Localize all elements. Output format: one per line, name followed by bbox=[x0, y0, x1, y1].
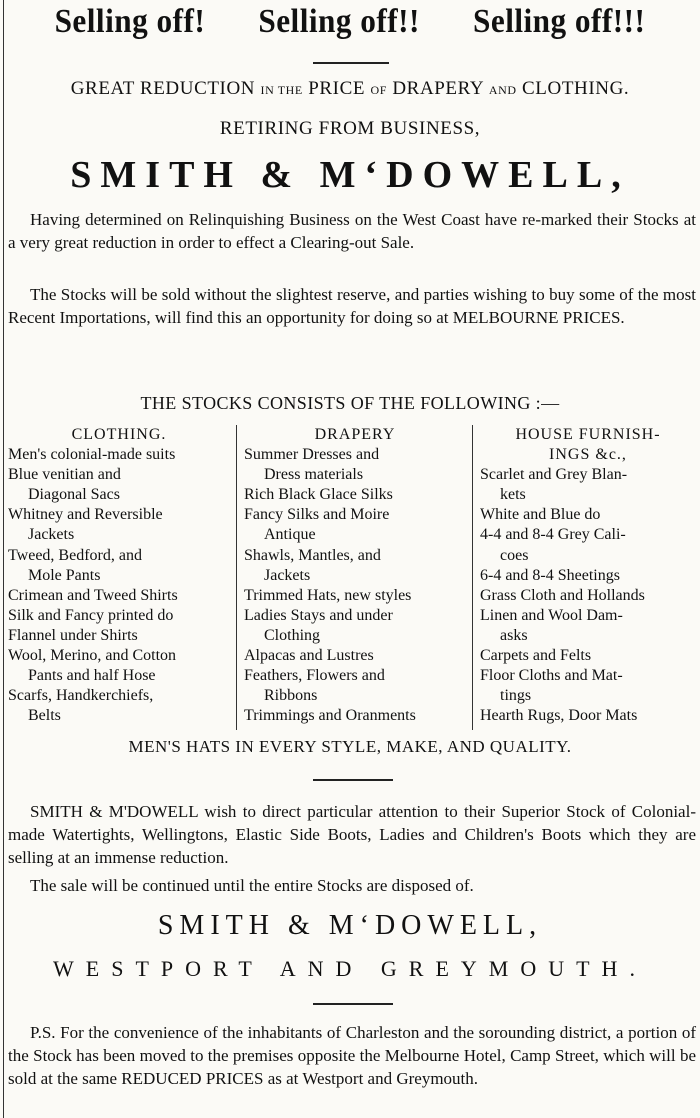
house-heading-1: HOUSE FURNISH- bbox=[515, 426, 661, 443]
list-item: Tweed, Bedford, and bbox=[8, 546, 142, 564]
list-item: Trimmings and Oranments bbox=[244, 707, 416, 725]
list-item: Silk and Fancy printed do bbox=[8, 606, 174, 624]
column-house-furnishings bbox=[480, 425, 696, 726]
list-item: Mole Pants bbox=[28, 566, 101, 584]
locations-line: WESTPORT AND GREYMOUTH. bbox=[53, 956, 647, 981]
drapery-heading: DRAPERY bbox=[314, 426, 396, 443]
reduction-a: GREAT REDUCTION bbox=[70, 78, 256, 99]
intro-paragraph-2 bbox=[8, 283, 696, 329]
reduction-line bbox=[0, 78, 700, 100]
clothing-heading: CLOTHING. bbox=[71, 426, 167, 443]
intro-text-1: Having determined on Relinquishing Business on the West Coast have re-marked their Stocks at a very great reduction in order to effect a Clearing-out Sale. bbox=[8, 210, 696, 252]
list-item: Floor Cloths and Mat- bbox=[480, 667, 623, 685]
list-item: Wool, Merino, and Cotton bbox=[8, 647, 177, 665]
ps-paragraph bbox=[8, 1021, 696, 1090]
list-item: Men's colonial-made suits bbox=[8, 446, 176, 464]
headline-3: Selling off!!! bbox=[473, 3, 646, 40]
intro-text-2: The Stocks will be sold without the slightest reserve, and parties wishing to buy some of the most Recent Importations, will find this an opportunity for doing so at MELBOURNE PRICES. bbox=[8, 285, 696, 327]
column-drapery bbox=[244, 425, 466, 726]
column-divider-1 bbox=[236, 425, 237, 730]
list-item: Scarfs, Handkerchiefs, bbox=[8, 687, 154, 705]
reduction-f: AND bbox=[488, 83, 517, 97]
continued-text: The sale will be continued until the entire Stocks are disposed of. bbox=[30, 876, 474, 895]
stocks-heading: THE STOCKS CONSISTS OF THE FOLLOWING :— bbox=[140, 393, 560, 413]
list-item: Ribbons bbox=[264, 687, 318, 705]
list-item: Carpets and Felts bbox=[480, 647, 592, 665]
list-item: Ladies Stays and under bbox=[244, 606, 393, 624]
list-item: Scarlet and Grey Blan- bbox=[480, 466, 628, 484]
list-item: White and Blue do bbox=[480, 506, 601, 524]
reduction-b: IN THE bbox=[260, 83, 303, 97]
list-item: asks bbox=[500, 626, 528, 644]
retiring-line: RETIRING FROM BUSINESS, bbox=[219, 118, 481, 139]
intro-paragraph-1 bbox=[8, 208, 696, 254]
list-item: Feathers, Flowers and bbox=[244, 667, 385, 685]
boots-text: SMITH & M'DOWELL wish to direct particular attention to their Superior Stock of Colonial-made Watertights, Wellingtons, Elastic Side Boots, Ladies and Children's Boots which they are selling at an immense reduction. bbox=[8, 802, 696, 867]
firm-name-sign: SMITH & M‘DOWELL, bbox=[157, 910, 543, 941]
list-item: Antique bbox=[264, 526, 316, 544]
list-item: 6-4 and 8-4 Sheetings bbox=[480, 566, 620, 584]
column-clothing bbox=[8, 425, 230, 726]
list-item: Rich Black Glace Silks bbox=[244, 486, 393, 504]
list-item: Linen and Wool Dam- bbox=[480, 606, 623, 624]
list-item: tings bbox=[500, 687, 532, 705]
list-item: Jackets bbox=[264, 566, 311, 584]
list-item: Fancy Silks and Moire bbox=[244, 506, 390, 524]
list-item: 4-4 and 8-4 Grey Cali- bbox=[480, 526, 626, 544]
list-item: Belts bbox=[28, 707, 61, 725]
list-item: Jackets bbox=[28, 526, 75, 544]
list-item: Dress materials bbox=[264, 466, 364, 484]
headline-1: Selling off! bbox=[54, 3, 206, 40]
list-item: Flannel under Shirts bbox=[8, 626, 138, 644]
list-item: Crimean and Tweed Shirts bbox=[8, 586, 178, 604]
list-item: Alpacas and Lustres bbox=[244, 647, 374, 665]
boots-paragraph bbox=[8, 800, 696, 869]
list-item: Trimmed Hats, new styles bbox=[244, 586, 412, 604]
list-item: kets bbox=[500, 486, 526, 504]
column-divider-2 bbox=[472, 425, 473, 730]
list-item: Blue venitian and bbox=[8, 466, 121, 484]
list-item: Whitney and Reversible bbox=[8, 506, 163, 524]
list-item: Pants and half Hose bbox=[28, 667, 156, 685]
headline bbox=[28, 0, 672, 44]
continued-paragraph bbox=[8, 874, 696, 897]
reduction-d: OF bbox=[370, 83, 387, 97]
list-item: Grass Cloth and Hollands bbox=[480, 586, 645, 604]
list-item: Shawls, Mantles, and bbox=[244, 546, 381, 564]
headline-2: Selling off!! bbox=[258, 3, 420, 40]
list-item: Diagonal Sacs bbox=[28, 486, 120, 504]
divider-rule-2 bbox=[313, 779, 393, 781]
list-item: Summer Dresses and bbox=[244, 446, 380, 464]
list-item: coes bbox=[500, 546, 529, 564]
list-item: Clothing bbox=[264, 626, 321, 644]
reduction-c: PRICE bbox=[308, 78, 366, 99]
divider-rule-3 bbox=[313, 1003, 393, 1005]
ps-text: P.S. For the convenience of the inhabitants of Charleston and the sorounding district, a portion of the Stock has been moved to the premises opposite the Melbourne Hotel, Camp Street, which will be sold at the same REDUCED PRICES as at Westport and Greymouth. bbox=[8, 1023, 696, 1088]
house-heading-2: INGS &c., bbox=[549, 446, 627, 464]
divider-rule-1 bbox=[313, 62, 389, 64]
reduction-g: CLOTHING. bbox=[522, 78, 630, 99]
firm-name-main: SMITH & M‘DOWELL, bbox=[70, 154, 630, 196]
list-item: Hearth Rugs, Door Mats bbox=[480, 707, 638, 725]
hats-line: MEN'S HATS IN EVERY STYLE, MAKE, AND QUALITY. bbox=[128, 737, 572, 756]
reduction-e: DRAPERY bbox=[392, 78, 484, 99]
